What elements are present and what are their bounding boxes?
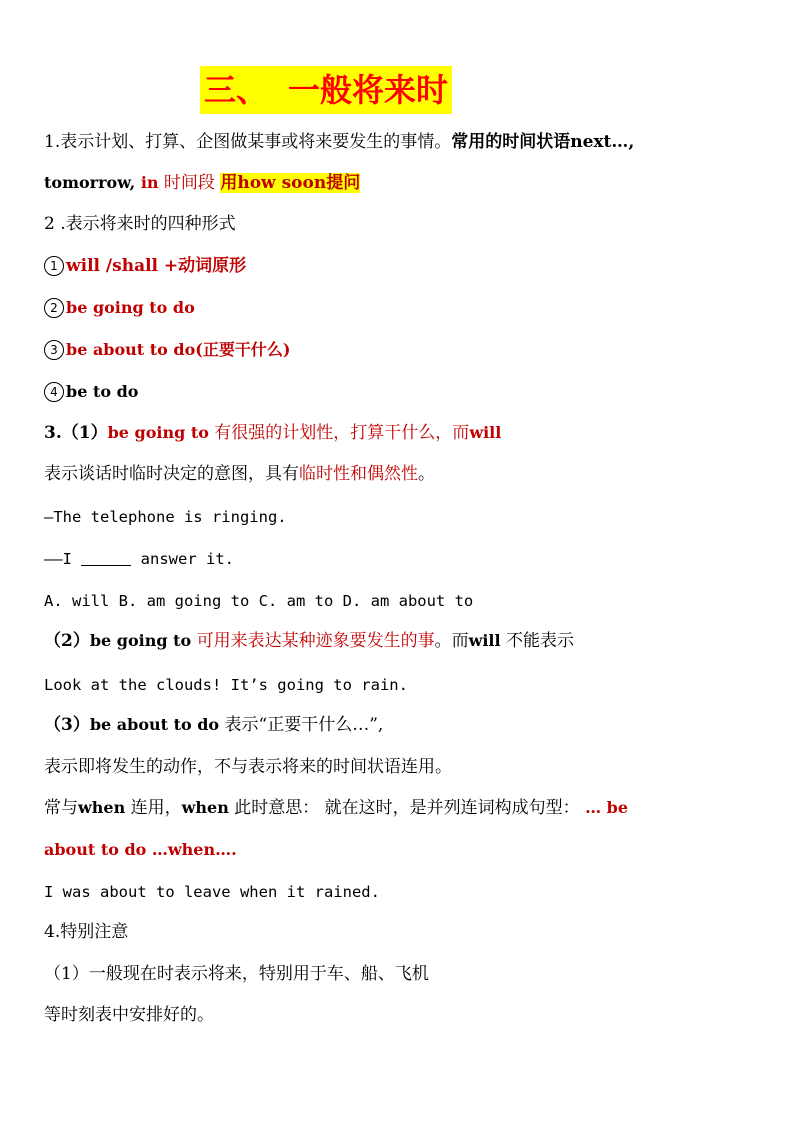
will-term: will [469, 423, 502, 442]
answer-blank [81, 551, 131, 566]
form-item [44, 338, 290, 362]
time-period: 时间段 [158, 173, 221, 193]
circled-number: 4 [44, 382, 64, 402]
p2-will: will [468, 631, 501, 650]
section1-number: 1. [44, 132, 61, 152]
section1-line2 [44, 171, 360, 195]
p3-term: be about to do [89, 715, 220, 734]
page-title [200, 66, 452, 114]
when-term: when [181, 798, 229, 817]
period: 。 [418, 464, 435, 484]
form-item [44, 254, 246, 278]
when-term: when [78, 798, 126, 817]
be-going-to-desc: 有很强的计划性，打算干什么，而 [208, 423, 470, 443]
circled-number: 2 [44, 298, 64, 318]
will-desc: 表示谈话时临时决定的意图，具有 [44, 464, 299, 484]
p3-number: （3） [44, 715, 90, 735]
p2-desc: 可用来表达某种迹象要发生的事 [191, 631, 435, 651]
answer-prefix: ——I [44, 550, 82, 568]
example-question: —The telephone is ringing. [44, 508, 287, 526]
title-text: 一般将来时 [288, 71, 449, 109]
example-answer [44, 547, 234, 571]
meaning-desc: 此时意思： 就在这时，是并列连词构成句型： [228, 798, 586, 818]
form-text: be about to do(正要干什么) [66, 340, 291, 359]
section3-p3 [44, 713, 383, 737]
p3-desc: 表示“正要干什么…”, [219, 715, 384, 735]
form-item [44, 380, 138, 404]
tomorrow-word: tomorrow, [44, 173, 141, 192]
section4-line1: （1）一般现在时表示将来，特别用于车、船、飞机 [44, 964, 429, 984]
title-number: 三、 [204, 71, 269, 109]
how-soon-highlight: 用how soon提问 [220, 173, 361, 193]
be-going-to-term: be going to [107, 423, 209, 442]
p3-line2: 表示即将发生的动作，不与表示将来的时间状语连用。 [44, 757, 452, 777]
p2-example: Look at the clouds! It’s going to rain. [44, 676, 408, 694]
section3-p2 [44, 629, 574, 653]
p2-contrast: 。而 [434, 631, 469, 651]
section4-heading: 4.特别注意 [44, 922, 129, 942]
pattern-end: about to do …when…. [44, 840, 237, 859]
p2-cannot: 不能表示 [500, 631, 574, 651]
section4-line2: 等时刻表中安排好的。 [44, 1005, 214, 1025]
form-text: be to do [66, 382, 139, 401]
section3-number: 3.（1） [44, 423, 108, 443]
form-item [44, 296, 195, 320]
used-together: 连用， [125, 798, 182, 818]
section3-line2 [44, 462, 435, 486]
section3-line1 [44, 421, 501, 445]
p2-number: （2） [44, 631, 90, 651]
in-word: in [140, 173, 159, 192]
often-with: 常与 [44, 798, 78, 818]
section1-line1 [44, 130, 634, 154]
p2-term: be going to [89, 631, 192, 650]
section1-adverbials: 常用的时间状语next…, [451, 132, 635, 152]
will-nature: 临时性和偶然性 [299, 464, 418, 484]
form-text: be going to do [66, 298, 195, 317]
section1-desc: 表示计划、打算、企图做某事或将来要发生的事情。 [60, 132, 452, 152]
p3-example: I was about to leave when it rained. [44, 883, 380, 901]
example-options: A. will B. am going to C. am to D. am about to [44, 592, 474, 610]
answer-suffix: answer it. [131, 550, 234, 568]
circled-number: 3 [44, 340, 64, 360]
form-text: will /shall +动词原形 [66, 256, 247, 276]
pattern-start: … be [585, 798, 628, 817]
p3-line3 [44, 796, 628, 820]
section2-heading: 2 .表示将来时的四种形式 [44, 214, 236, 234]
circled-number: 1 [44, 256, 64, 276]
